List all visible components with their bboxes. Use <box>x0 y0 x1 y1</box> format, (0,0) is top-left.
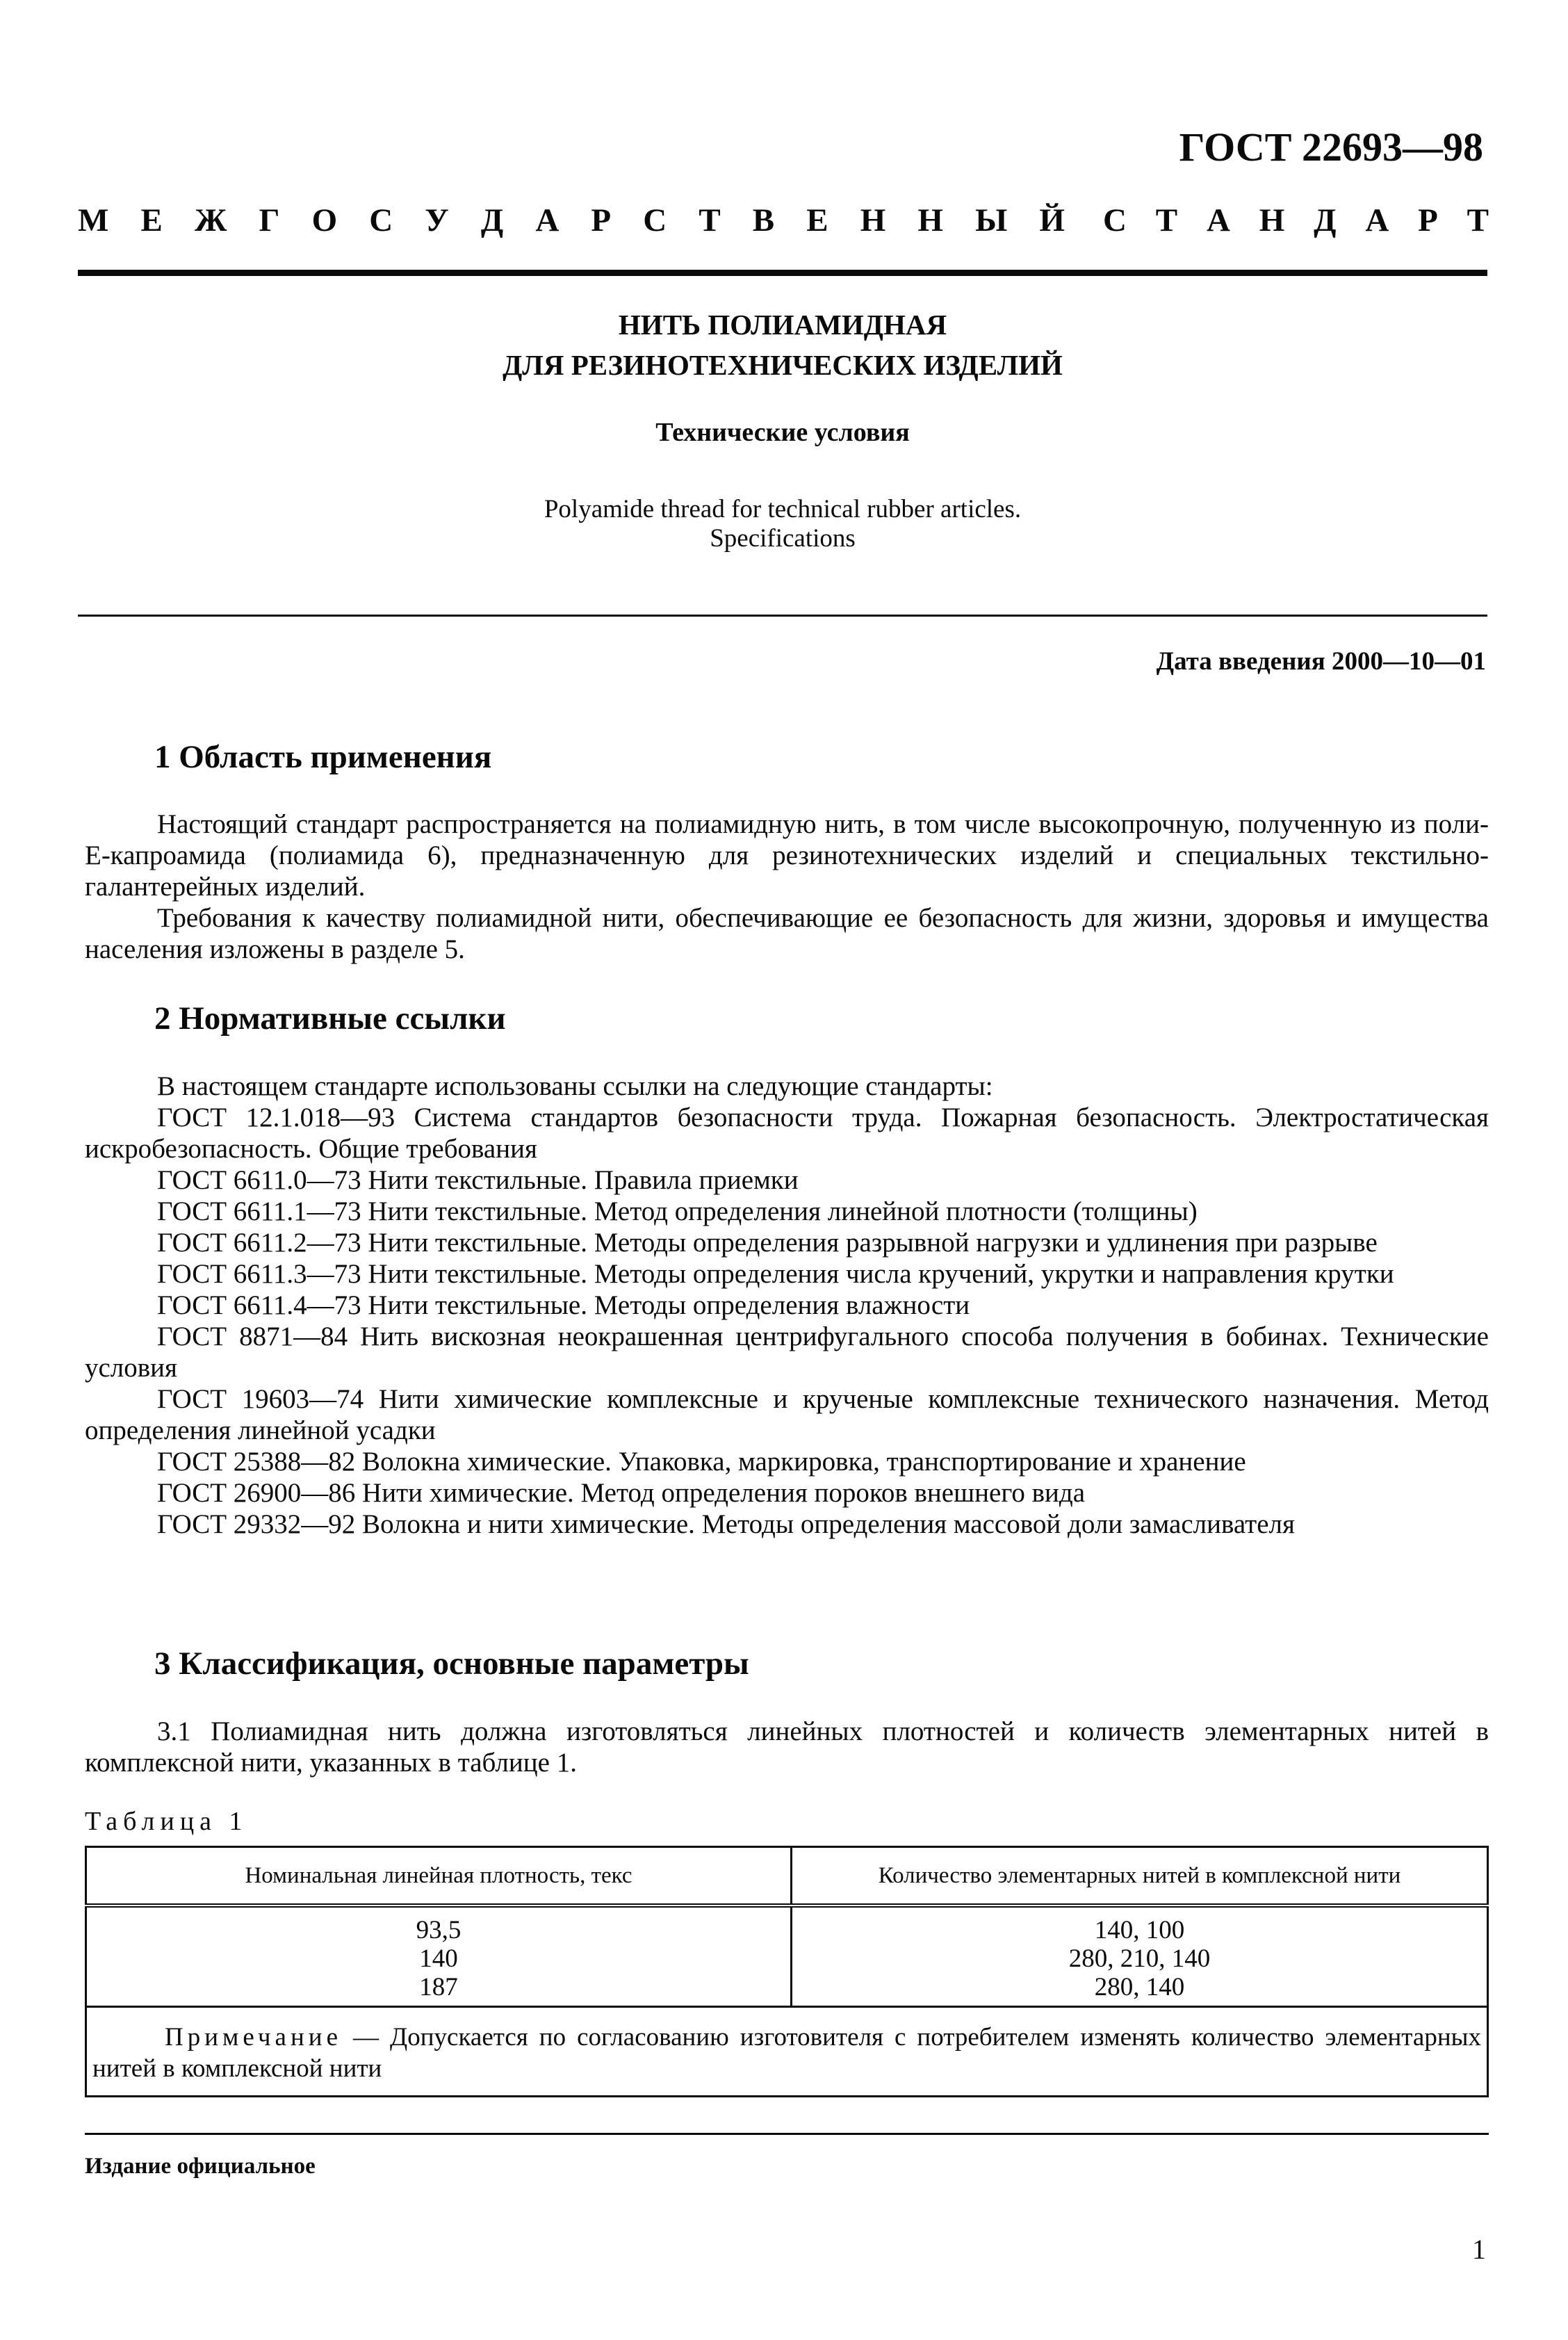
english-title-line-1: Polyamide thread for technical rubber articles. <box>544 495 1022 523</box>
title-line-1: НИТЬ ПОЛИАМИДНАЯ <box>618 309 947 341</box>
reference-item: ГОСТ 29332—92 Волокна и нити химические. Методы определения массовой доли замасливателя <box>157 1509 1295 1539</box>
table-body <box>86 1906 1488 2007</box>
heading-letter: Ы <box>975 202 1008 238</box>
reference-item: ГОСТ 26900—86 Нити химические. Метод определения пороков внешнего вида <box>157 1478 1086 1508</box>
table-1-label: Таблица 1 <box>85 1807 248 1836</box>
heading-letter: С <box>1103 202 1127 238</box>
column-header-density: Номинальная линейная плотность, текс <box>86 1847 792 1906</box>
heading-letter: Р <box>591 202 612 238</box>
heading-letter: Д <box>1314 202 1337 238</box>
subtitle: Технические условия <box>655 418 910 447</box>
heading-letter: С <box>369 202 393 238</box>
heading-letter: Н <box>917 202 943 238</box>
standard-code: ГОСТ 22693—98 <box>1179 124 1483 170</box>
reference-item: ГОСТ 19603—74 Нити химические комплексные и крученые комплексные технического назначения. Метод определения линейной усадки <box>85 1384 1489 1445</box>
official-edition-label: Издание официальное <box>85 2154 316 2179</box>
table-note-row <box>86 2007 1488 2097</box>
heading-letter: Т <box>1467 202 1489 238</box>
heading-letter: Д <box>480 202 504 238</box>
section-1-heading: 1 Область применения <box>154 739 492 775</box>
table-note <box>86 2007 1488 2097</box>
table-row <box>86 1944 1488 1973</box>
section-1-body <box>85 809 1489 965</box>
column-header-filament-count: Количество элементарных нитей в комплексной нити <box>792 1847 1488 1906</box>
reference-item: ГОСТ 6611.3—73 Нити текстильные. Методы определения числа кручений, укрутки и направления крутки <box>157 1259 1394 1289</box>
section-3-paragraph-1: 3.1 Полиамидная нить должна изготовляться линейных плотностей и количеств элементарных нитей в комплексной нити, указанных в таблице 1. <box>85 1716 1489 1778</box>
section-3-body <box>85 1716 1489 1778</box>
heading-letter: М <box>78 202 109 238</box>
section-2-heading: 2 Нормативные ссылки <box>154 1000 506 1037</box>
section-2-intro: В настоящем стандарте использованы ссылки на следующие стандарты: <box>157 1071 993 1101</box>
heading-letter: С <box>643 202 667 238</box>
section-1-paragraph-2: Требования к качеству полиамидной нити, обеспечивающие ее безопасность для жизни, здоровья и имущества населения изложены в разделе 5. <box>85 903 1489 964</box>
section-1-paragraph-1: Настоящий стандарт распространяется на полиамидную нить, в том числе высокопрочную, полученную из поли-Е-капроамида (полиамида 6), предназначенную для резинотехнических изделий и специальных текстильно-галантерейных изделий. <box>85 809 1489 902</box>
introduction-date: Дата введения 2000—10—01 <box>1156 647 1486 676</box>
heading-letter: А <box>1206 202 1230 238</box>
heading-letter: В <box>752 202 775 238</box>
interstate-word <box>78 202 1065 239</box>
reference-item: ГОСТ 6611.2—73 Нити текстильные. Методы определения разрывной нагрузки и удлинения при разрыве <box>157 1228 1378 1258</box>
heading-letter: А <box>535 202 560 238</box>
reference-item: ГОСТ 12.1.018—93 Система стандартов безопасности труда. Пожарная безопасность. Электростатическая искробезопасность. Общие требования <box>85 1103 1489 1164</box>
filament-count-cell: 140, 100 <box>792 1906 1488 1944</box>
heading-letter: Ж <box>194 202 227 238</box>
filament-count-cell: 280, 210, 140 <box>792 1944 1488 1973</box>
heading-letter: Г <box>259 202 280 238</box>
heading-letter: Т <box>1155 202 1178 238</box>
heading-letter: Н <box>1259 202 1285 238</box>
density-cell: 187 <box>86 1973 792 2007</box>
table-row <box>86 1973 1488 2007</box>
english-title-line-2: Specifications <box>710 524 856 553</box>
reference-item: ГОСТ 8871—84 Нить вискозная неокрашенная центрифугального способа получения в бобинах. Технические условия <box>85 1322 1489 1383</box>
heading-letter: Е <box>806 202 828 238</box>
heading-letter: Р <box>1418 202 1438 238</box>
reference-item: ГОСТ 25388—82 Волокна химические. Упаковка, маркировка, транспортирование и хранение <box>157 1447 1246 1477</box>
heading-letter: Н <box>860 202 886 238</box>
standard-word <box>1103 202 1489 239</box>
density-cell: 93,5 <box>86 1906 792 1944</box>
heading-letter: А <box>1365 202 1389 238</box>
normative-references-list <box>85 1102 1489 1540</box>
footer-rule <box>85 2133 1489 2135</box>
note-label: Примечание <box>165 2023 342 2051</box>
table-header-row <box>86 1847 1488 1906</box>
filament-count-cell: 280, 140 <box>792 1973 1488 2007</box>
header-rule <box>78 270 1487 276</box>
heading-letter: Е <box>140 202 163 238</box>
section-3-heading: 3 Классификация, основные параметры <box>154 1646 749 1682</box>
heading-letter: О <box>311 202 338 238</box>
reference-item: ГОСТ 6611.1—73 Нити текстильные. Метод определения линейной плотности (толщины) <box>157 1196 1198 1226</box>
table-row <box>86 1906 1488 1944</box>
section-2-body <box>85 1071 1489 1540</box>
note-text: — Допускается по согласованию изготовителя с потребителем изменять количество элементарных нитей в комплексной нити <box>92 2023 1481 2083</box>
title-rule <box>78 615 1487 617</box>
heading-letter: Т <box>699 202 721 238</box>
interstate-standard-heading <box>78 202 1489 239</box>
page-number: 1 <box>1472 2234 1486 2265</box>
title-line-2: ДЛЯ РЕЗИНОТЕХНИЧЕСКИХ ИЗДЕЛИЙ <box>503 349 1063 381</box>
reference-item: ГОСТ 6611.0—73 Нити текстильные. Правила приемки <box>157 1165 799 1195</box>
heading-letter: У <box>425 202 449 238</box>
table-1 <box>85 1846 1489 2097</box>
heading-letter: Й <box>1039 202 1065 238</box>
density-cell: 140 <box>86 1944 792 1973</box>
reference-item: ГОСТ 6611.4—73 Нити текстильные. Методы определения влажности <box>157 1290 970 1320</box>
